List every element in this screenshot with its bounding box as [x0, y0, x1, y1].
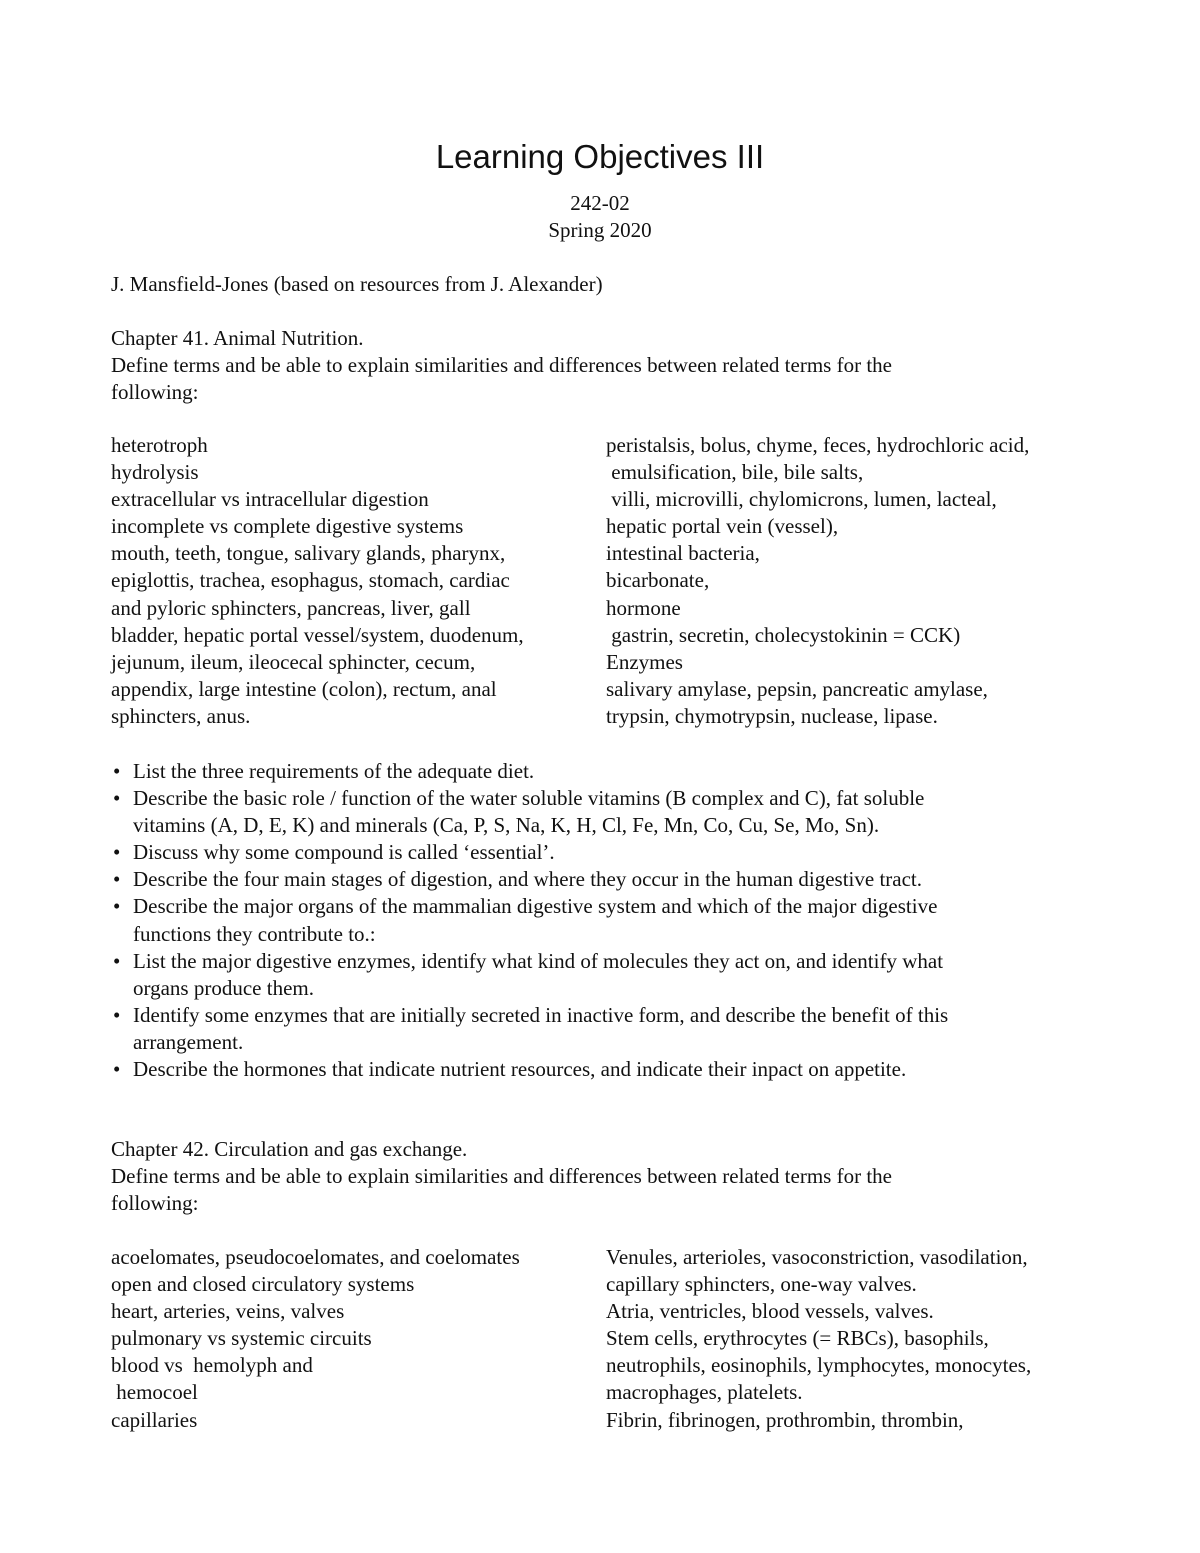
- objective-text: List the three requirements of the adequate diet.: [133, 759, 535, 783]
- term-item: pulmonary vs systemic circuits: [111, 1326, 372, 1351]
- chapter-41-objectives: [111, 758, 948, 1083]
- objective-text: Describe the major organs of the mammalian digestive system and which of the major digestive: [133, 894, 938, 919]
- objective-text: vitamins (A, D, E, K) and minerals (Ca, P, S, Na, K, H, Cl, Fe, Mn, Co, Cu, Se, Mo, Sn).: [133, 813, 880, 838]
- term-item: appendix, large intestine (colon), rectum, anal: [111, 676, 497, 701]
- term-item: extracellular vs intracellular digestion: [111, 487, 429, 512]
- objective-item: [111, 1056, 948, 1083]
- term-item: Venules, arterioles, vasoconstriction, vasodilation,: [606, 1245, 1028, 1269]
- objective-text: organs produce them.: [133, 975, 314, 1000]
- objective-text: Identify some enzymes that are initially secreted in inactive form, and describe the benefit of this: [133, 1002, 949, 1027]
- chapter-42-terms-left: [111, 1244, 520, 1434]
- term-item: open and closed circulatory systems: [111, 1272, 415, 1297]
- author-line: J. Mansfield-Jones (based on resources from J. Alexander): [111, 272, 603, 296]
- term-item: incomplete vs complete digestive systems: [111, 514, 464, 539]
- objective-item: [111, 785, 948, 839]
- term-item: gastrin, secretin, cholecystokinin = CCK): [606, 622, 961, 647]
- term-item: macrophages, platelets.: [606, 1380, 803, 1405]
- chapter-41-intro-line-1: Define terms and be able to explain similarities and differences between related terms for the: [111, 353, 892, 377]
- objective-item: [111, 758, 948, 785]
- chapter-42-heading: Chapter 42. Circulation and gas exchange.: [111, 1137, 468, 1161]
- term-item: and pyloric sphincters, pancreas, liver, gall: [111, 595, 471, 620]
- term-item: capillaries: [111, 1407, 198, 1432]
- term-item: Fibrin, fibrinogen, prothrombin, thrombin,: [606, 1407, 964, 1432]
- term-item: bladder, hepatic portal vessel/system, duodenum,: [111, 622, 524, 647]
- term-item: jejunum, ileum, ileocecal sphincter, cecum,: [111, 649, 476, 674]
- objective-text: arrangement.: [133, 1029, 244, 1054]
- objective-item: [111, 1002, 948, 1056]
- chapter-41-terms-left: [111, 432, 524, 730]
- chapter-42-intro-line-1: Define terms and be able to explain similarities and differences between related terms for the: [111, 1164, 892, 1188]
- term-item: bicarbonate,: [606, 568, 710, 593]
- term-item: salivary amylase, pepsin, pancreatic amylase,: [606, 676, 988, 701]
- term-item: acoelomates, pseudocoelomates, and coelomates: [111, 1245, 520, 1269]
- document-title: Learning Objectives III: [435, 138, 765, 175]
- bullet-icon: •: [113, 894, 121, 919]
- chapter-41-intro-line-2: following:: [111, 380, 199, 404]
- term-item: trypsin, chymotrypsin, nuclease, lipase.: [606, 703, 938, 728]
- objective-text: Describe the basic role / function of the water soluble vitamins (B complex and C), fat soluble: [133, 786, 925, 811]
- term-item: Atria, ventricles, blood vessels, valves.: [606, 1299, 934, 1324]
- chapter-41-terms-right: [606, 432, 1029, 730]
- objective-text: Describe the hormones that indicate nutrient resources, and indicate their inpact on appetite.: [133, 1057, 907, 1082]
- objective-item: [111, 866, 948, 893]
- objective-text: functions they contribute to.:: [133, 921, 376, 946]
- term-item: villi, microvilli, chylomicrons, lumen, lacteal,: [606, 487, 997, 512]
- term-item: neutrophils, eosinophils, lymphocytes, monocytes,: [606, 1353, 1032, 1378]
- course-number: 242-02: [570, 191, 630, 215]
- term-item: Enzymes: [606, 649, 683, 674]
- objective-item: [111, 893, 948, 947]
- bullet-icon: •: [113, 948, 121, 973]
- term-item: emulsification, bile, bile salts,: [606, 460, 864, 485]
- objective-item: [111, 839, 948, 866]
- objective-text: Describe the four main stages of digestion, and where they occur in the human digestive tract.: [133, 867, 922, 892]
- bullet-icon: •: [113, 1057, 121, 1082]
- objective-text: Discuss why some compound is called ‘essential’.: [133, 840, 555, 865]
- term-item: heterotroph: [111, 433, 208, 457]
- term: Spring 2020: [548, 218, 652, 242]
- bullet-icon: •: [113, 840, 121, 865]
- term-item: hepatic portal vein (vessel),: [606, 514, 839, 539]
- bullet-icon: •: [113, 759, 121, 783]
- term-item: capillary sphincters, one-way valves.: [606, 1272, 917, 1297]
- term-item: blood vs hemolyph and: [111, 1353, 313, 1378]
- objective-text: List the major digestive enzymes, identify what kind of molecules they act on, and identify what: [133, 948, 944, 973]
- term-item: intestinal bacteria,: [606, 541, 760, 566]
- term-item: mouth, teeth, tongue, salivary glands, pharynx,: [111, 541, 506, 566]
- bullet-icon: •: [113, 786, 121, 811]
- term-item: hemocoel: [111, 1380, 198, 1405]
- term-item: epiglottis, trachea, esophagus, stomach, cardiac: [111, 568, 510, 593]
- term-item: Stem cells, erythrocytes (= RBCs), basophils,: [606, 1326, 989, 1351]
- bullet-icon: •: [113, 1002, 121, 1027]
- term-item: peristalsis, bolus, chyme, feces, hydrochloric acid,: [606, 433, 1030, 457]
- term-item: sphincters, anus.: [111, 703, 251, 728]
- chapter-41-heading: Chapter 41. Animal Nutrition.: [111, 326, 364, 350]
- chapter-42-terms-right: [606, 1244, 1031, 1434]
- bullet-icon: •: [113, 867, 121, 892]
- term-item: hydrolysis: [111, 460, 199, 485]
- chapter-42-intro-line-2: following:: [111, 1191, 199, 1215]
- objective-item: [111, 948, 948, 1002]
- term-item: hormone: [606, 595, 681, 620]
- term-item: heart, arteries, veins, valves: [111, 1299, 345, 1324]
